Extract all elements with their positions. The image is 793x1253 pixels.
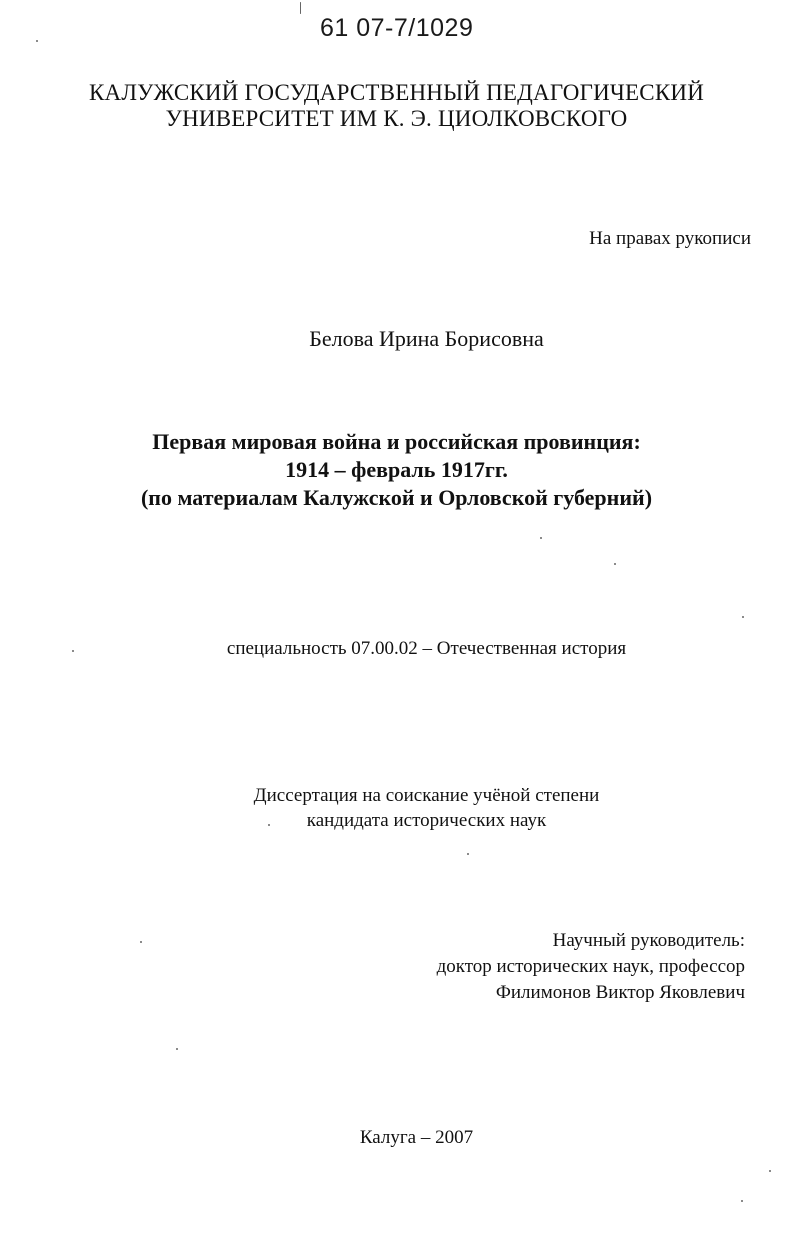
scan-speck bbox=[72, 650, 74, 652]
scan-speck bbox=[176, 1048, 178, 1050]
scan-speck bbox=[742, 616, 744, 618]
scan-speck bbox=[467, 853, 469, 855]
specialty: специальность 07.00.02 – Отечественная история bbox=[226, 638, 627, 659]
university-name-line-2: УНИВЕРСИТЕТ ИМ К. Э. ЦИОЛКОВСКОГО bbox=[165, 106, 628, 131]
scan-speck bbox=[741, 1200, 743, 1202]
scan-speck bbox=[268, 824, 270, 826]
scan-speck bbox=[769, 1170, 771, 1172]
title-line-3: (по материалам Калужской и Орловской губерний) bbox=[140, 485, 653, 510]
supervisor-label: Научный руководитель: bbox=[552, 930, 745, 951]
archive-stamp-number: 61 07-7/1029 bbox=[320, 14, 474, 42]
scan-speck bbox=[36, 40, 38, 42]
university-name-line-1: КАЛУЖСКИЙ ГОСУДАРСТВЕННЫЙ ПЕДАГОГИЧЕСКИЙ bbox=[88, 80, 705, 105]
dissertation-line-1: Диссертация на соискание учёной степени bbox=[253, 785, 600, 806]
manuscript-rights-note: На правах рукописи bbox=[589, 228, 751, 249]
author-name: Белова Ирина Борисовна bbox=[309, 326, 544, 351]
place-and-year: Калуга – 2007 bbox=[359, 1127, 474, 1148]
scan-speck bbox=[614, 563, 616, 565]
title-line-2: 1914 – февраль 1917гг. bbox=[285, 457, 508, 482]
dissertation-line-2: кандидата исторических наук bbox=[306, 810, 547, 831]
supervisor-degree: доктор исторических наук, профессор bbox=[436, 956, 745, 977]
title-line-1: Первая мировая война и российская провинция: bbox=[152, 429, 641, 454]
scan-speck bbox=[540, 537, 542, 539]
supervisor-name: Филимонов Виктор Яковлевич bbox=[495, 982, 745, 1003]
scan-speck bbox=[140, 941, 142, 943]
scan-mark bbox=[300, 2, 301, 14]
